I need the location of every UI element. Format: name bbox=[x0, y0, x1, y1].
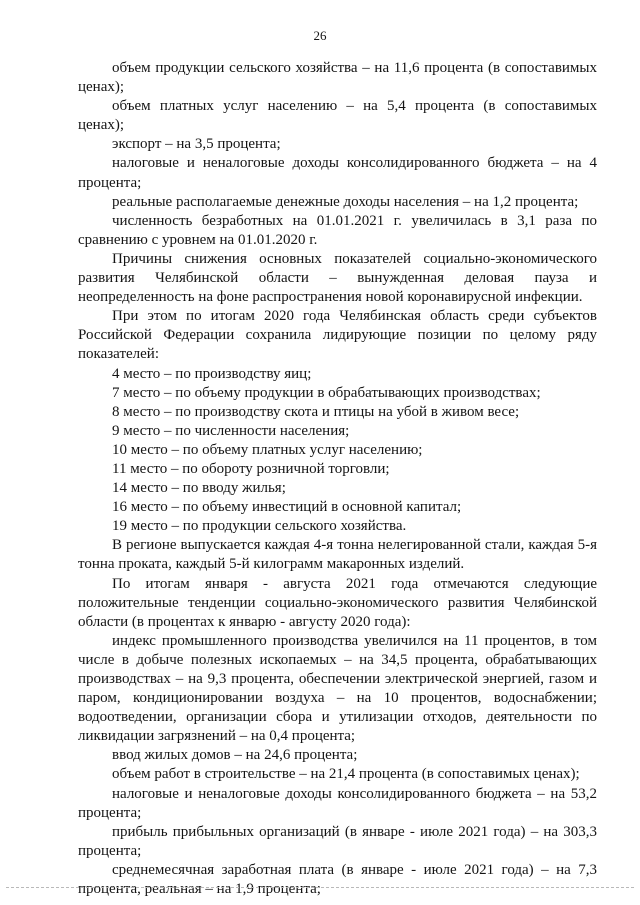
list-item: 4 место – по производству яиц; bbox=[112, 365, 312, 382]
list-item: 19 место – по продукции сельского хозяйства. bbox=[112, 518, 407, 535]
paragraph: численность безработных на 01.01.2021 г. увеличилась в 3,1 раза по сравнению с уровнем на 01.01.2020 г. bbox=[78, 212, 597, 248]
list-item: 7 место – по объему продукции в обрабатывающих производствах; bbox=[112, 384, 541, 401]
paragraph: индекс промышленного производства увеличился на 11 процентов, в том числе в добыче полезных ископаемых – на 34,5 процента, обрабатывающих производствах – на 9,3 процента, обеспечении электрической энергией, газом и паром, кондиционировании воздуха – на 10 процентов, водоснабжении; водоотведении, организации сбора и утилизации отходов, деятельности по ликвидации загрязнений – на 0,4 процента; bbox=[78, 632, 597, 745]
paragraph: объем платных услуг населению – на 5,4 процента (в сопоставимых ценах); bbox=[78, 98, 597, 134]
bottom-divider bbox=[6, 887, 634, 888]
list-item: 8 место – по производству скота и птицы на убой в живом весе; bbox=[112, 403, 520, 420]
page-number: 26 bbox=[313, 28, 327, 43]
paragraph: прибыль прибыльных организаций (в январе - июле 2021 года) – на 303,3 процента; bbox=[78, 823, 597, 859]
list-item: 14 место – по вводу жилья; bbox=[112, 480, 286, 497]
paragraph: реальные располагаемые денежные доходы населения – на 1,2 процента; bbox=[112, 193, 579, 210]
list-item: 10 место – по объему платных услуг населению; bbox=[112, 441, 423, 458]
paragraph: Причины снижения основных показателей социально-экономического развития Челябинской области – вынужденная деловая пауза и неопределенность на фоне распространения новой коронавирусной инфекции. bbox=[78, 250, 597, 306]
paragraph: В регионе выпускается каждая 4-я тонна нелегированной стали, каждая 5-я тонна проката, каждый 5-й килограмм макаронных изделий. bbox=[78, 537, 597, 573]
paragraph: По итогам января - августа 2021 года отмечаются следующие положительные тенденции социально-экономического развития Челябинской области (в процентах к январю - августу 2020 года): bbox=[78, 575, 597, 630]
list-item: 11 место – по обороту розничной торговли; bbox=[112, 460, 390, 477]
paragraph: объем продукции сельского хозяйства – на 11,6 процента (в сопоставимых ценах); bbox=[78, 60, 597, 96]
paragraph: экспорт – на 3,5 процента; bbox=[112, 136, 281, 153]
paragraph: налоговые и неналоговые доходы консолидированного бюджета – на 4 процента; bbox=[78, 155, 597, 191]
paragraph: налоговые и неналоговые доходы консолидированного бюджета – на 53,2 процента; bbox=[78, 785, 597, 821]
paragraph: При этом по итогам 2020 года Челябинская область среди субъектов Российской Федерации сохранила лидирующие позиции по целому ряду показателей: bbox=[78, 308, 597, 363]
paragraph: среднемесячная заработная плата (в январе - июле 2021 года) – на 7,3 процента, реальная – на 1,9 процента; bbox=[78, 861, 597, 898]
list-item: 16 место – по объему инвестиций в основной капитал; bbox=[112, 499, 462, 516]
paragraph: объем работ в строительстве – на 21,4 процента (в сопоставимых ценах); bbox=[112, 766, 580, 783]
document-body bbox=[78, 59, 597, 899]
paragraph: ввод жилых домов – на 24,6 процента; bbox=[112, 747, 358, 764]
list-item: 9 место – по численности населения; bbox=[112, 422, 350, 439]
